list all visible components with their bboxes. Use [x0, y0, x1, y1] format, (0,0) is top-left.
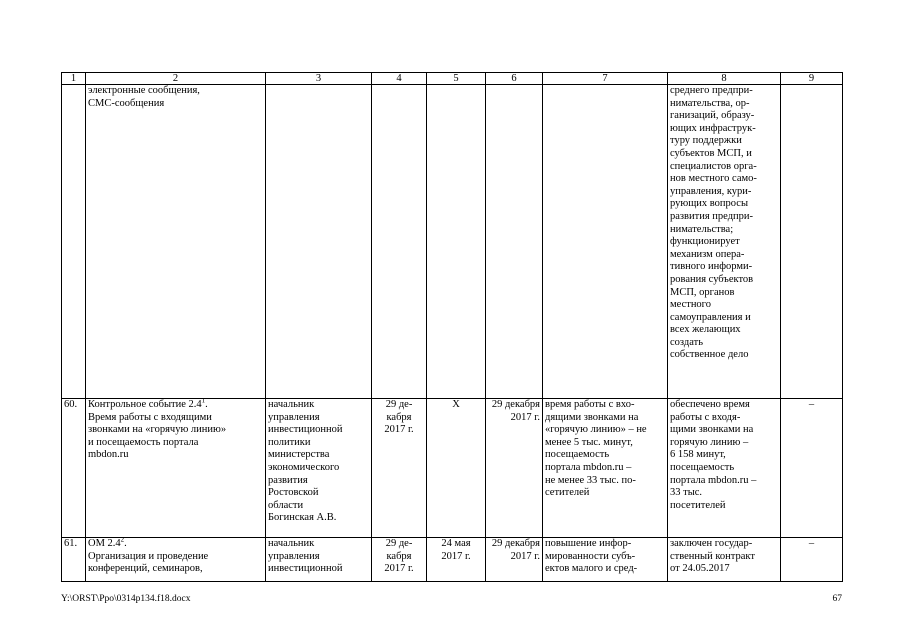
- cell-responsible: начальник управления инвестиционной: [266, 538, 372, 582]
- event-title: Контрольное событие 2.4: [88, 399, 202, 410]
- header-cell: 4: [372, 73, 427, 85]
- header-cell: 1: [62, 73, 86, 85]
- header-cell: 3: [266, 73, 372, 85]
- footnote-mark: 2: [120, 537, 125, 544]
- header-cell: 5: [427, 73, 486, 85]
- cell-actual-result: обеспечено время работы с входя- щими звонками на горячую линию – 6 158 минут, посещаемость портала mbdon.ru – 33 тыс. посетителей: [668, 399, 781, 538]
- cell-event: электронные сообщения, СМС-сообщения: [86, 85, 266, 399]
- header-cell: 6: [486, 73, 543, 85]
- document-table: [61, 72, 843, 582]
- event-text: . Организация и проведение конференций, семинаров,: [88, 538, 209, 575]
- footer-file-path: Y:\ORST\Ppo\0314p134.f18.docx: [61, 594, 191, 604]
- header-cell: 2: [86, 73, 266, 85]
- cell-expected-result: повышение инфор- мированности субъ- ектов малого и сред-: [543, 538, 668, 582]
- cell-actual-result: заключен государ- ственный контракт от 24.05.2017: [668, 538, 781, 582]
- header-cell: 8: [668, 73, 781, 85]
- event-title: ОМ 2.4: [88, 538, 121, 549]
- header-cell: 9: [781, 73, 843, 85]
- cell-expected-result: [543, 85, 668, 399]
- row-number: 60.: [62, 399, 86, 538]
- cell-actual-end: 29 декабря 2017 г.: [486, 399, 543, 538]
- cell-event: [86, 399, 266, 538]
- cell-actual-end: [486, 85, 543, 399]
- row-number: 61.: [62, 538, 86, 582]
- cell-responsible: [266, 85, 372, 399]
- cell-actual-start: Х: [427, 399, 486, 538]
- cell-reason: –: [781, 538, 843, 582]
- table-row-60: [62, 399, 843, 538]
- table-header-row: [62, 73, 843, 85]
- cell-actual-start: [427, 85, 486, 399]
- table-row-61: [62, 538, 843, 582]
- page-number: 67: [832, 594, 842, 604]
- cell-actual-result: среднего предпри- нимательства, ор- ганизаций, образу- ющих инфраструк- туру поддержки субъектов МСП, и специалистов орга- нов местного само- управления, кури- рующих вопросы развития предпри- нимательства; функционирует механизм опера- тивного информи- рования субъектов МСП, органов местного самоуправления и всех желающих создать собственное дело: [668, 85, 781, 399]
- cell-reason: [781, 85, 843, 399]
- cell-responsible: начальник управления инвестиционной политики министерства экономического развития Ростовской области Богинская А.В.: [266, 399, 372, 538]
- cell-num: [62, 85, 86, 399]
- cell-actual-start: 24 мая 2017 г.: [427, 538, 486, 582]
- cell-plan-date: 29 де- кабря 2017 г.: [372, 399, 427, 538]
- cell-expected-result: время работы с вхо- дящими звонками на «горячую линию» – не менее 5 тыс. минут, посещаемость портала mbdon.ru – не менее 33 тыс. по- сетителей: [543, 399, 668, 538]
- header-cell: 7: [543, 73, 668, 85]
- event-text: . Время работы с входящими звонками на «горячую линию» и посещаемость портала mbdon.ru: [88, 399, 227, 461]
- table-row-continuation: [62, 85, 843, 399]
- cell-plan-date: [372, 85, 427, 399]
- cell-actual-end: 29 декабря 2017 г.: [486, 538, 543, 582]
- cell-reason: –: [781, 399, 843, 538]
- cell-event: [86, 538, 266, 582]
- footnote-mark: 1: [201, 398, 206, 405]
- cell-plan-date: 29 де- кабря 2017 г.: [372, 538, 427, 582]
